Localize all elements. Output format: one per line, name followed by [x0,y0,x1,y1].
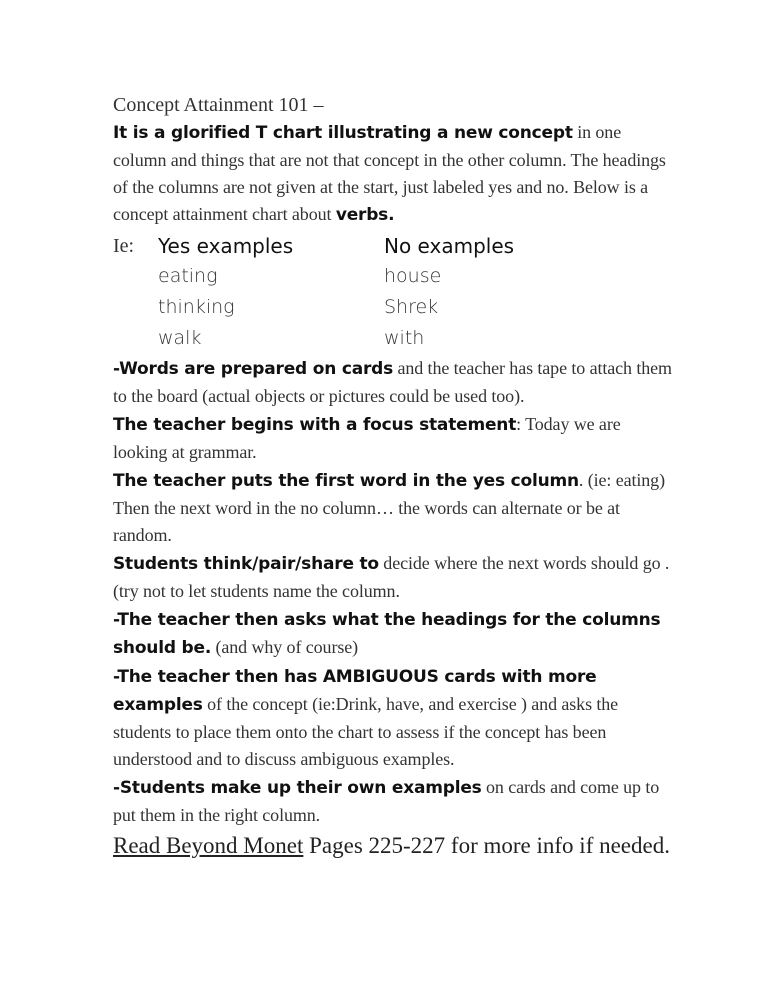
intro-bold-end: verbs. [335,205,395,225]
step-text: : Today we are looking at grammar. [113,414,621,462]
document-body [113,92,673,861]
no-heading: No examples [384,234,515,258]
intro-bold: It is a glorified T chart illustrating a new concept [113,123,573,143]
yes-item: eating [158,265,218,287]
step-bold: The teacher begins with a focus statement [113,415,517,435]
step-bold: Students think/pair/share to [113,554,379,574]
intro-text: in one column and things that are not that concept in the other column. The headings of the columns are not given at the start, just labeled yes and no. Below is a concept attainment chart about [113,122,666,224]
step-paragraph [113,663,673,773]
yes-item: walk [158,327,202,349]
yes-heading: Yes examples [158,234,294,258]
footer-text: Pages 225-227 for more info if needed. [303,833,670,858]
step-paragraph [113,606,673,662]
footer-reference [113,831,673,861]
step-paragraph [113,411,673,466]
step-paragraph [113,550,673,605]
step-text: on cards and come up to put them in the right column. [113,777,660,825]
no-item: with [384,327,425,349]
no-item: house [384,265,442,287]
yes-item: thinking [158,296,235,318]
step-text: of the concept (ie:Drink, have, and exercise ) and asks the students to place them onto the chart to assess if the concept has been understood and to discuss ambiguous examples. [113,694,619,769]
page-title: Concept Attainment 101 – [113,94,324,116]
step-text: decide where the next words should go . (try not to let students name the column. [113,553,670,601]
no-item: Shrek [384,296,439,318]
yes-column [158,231,384,354]
ie-label: Ie: [113,235,135,257]
step-bold: -The teacher then asks what the headings for the columns should be. [113,610,661,658]
step-text: (and why of course) [211,637,359,657]
step-bold: -The teacher then has AMBIGUOUS cards with more examples [113,667,597,715]
step-bold: The teacher puts the first word in the yes column [113,471,579,491]
step-paragraph [113,467,673,549]
step-paragraph [113,355,673,410]
step-text: and the teacher has tape to attach them to the board (actual objects or pictures could be used too). [113,358,672,406]
book-title: Read Beyond Monet [113,833,304,858]
step-bold: -Words are prepared on cards [113,359,394,379]
step-paragraph [113,774,673,829]
step-text: . (ie: eating) Then the next word in the no column… the words can alternate or be at random. [113,470,665,545]
step-bold: -Students make up their own examples [113,778,482,798]
no-column [384,231,610,354]
t-chart [113,231,673,354]
intro-paragraph [113,119,673,229]
